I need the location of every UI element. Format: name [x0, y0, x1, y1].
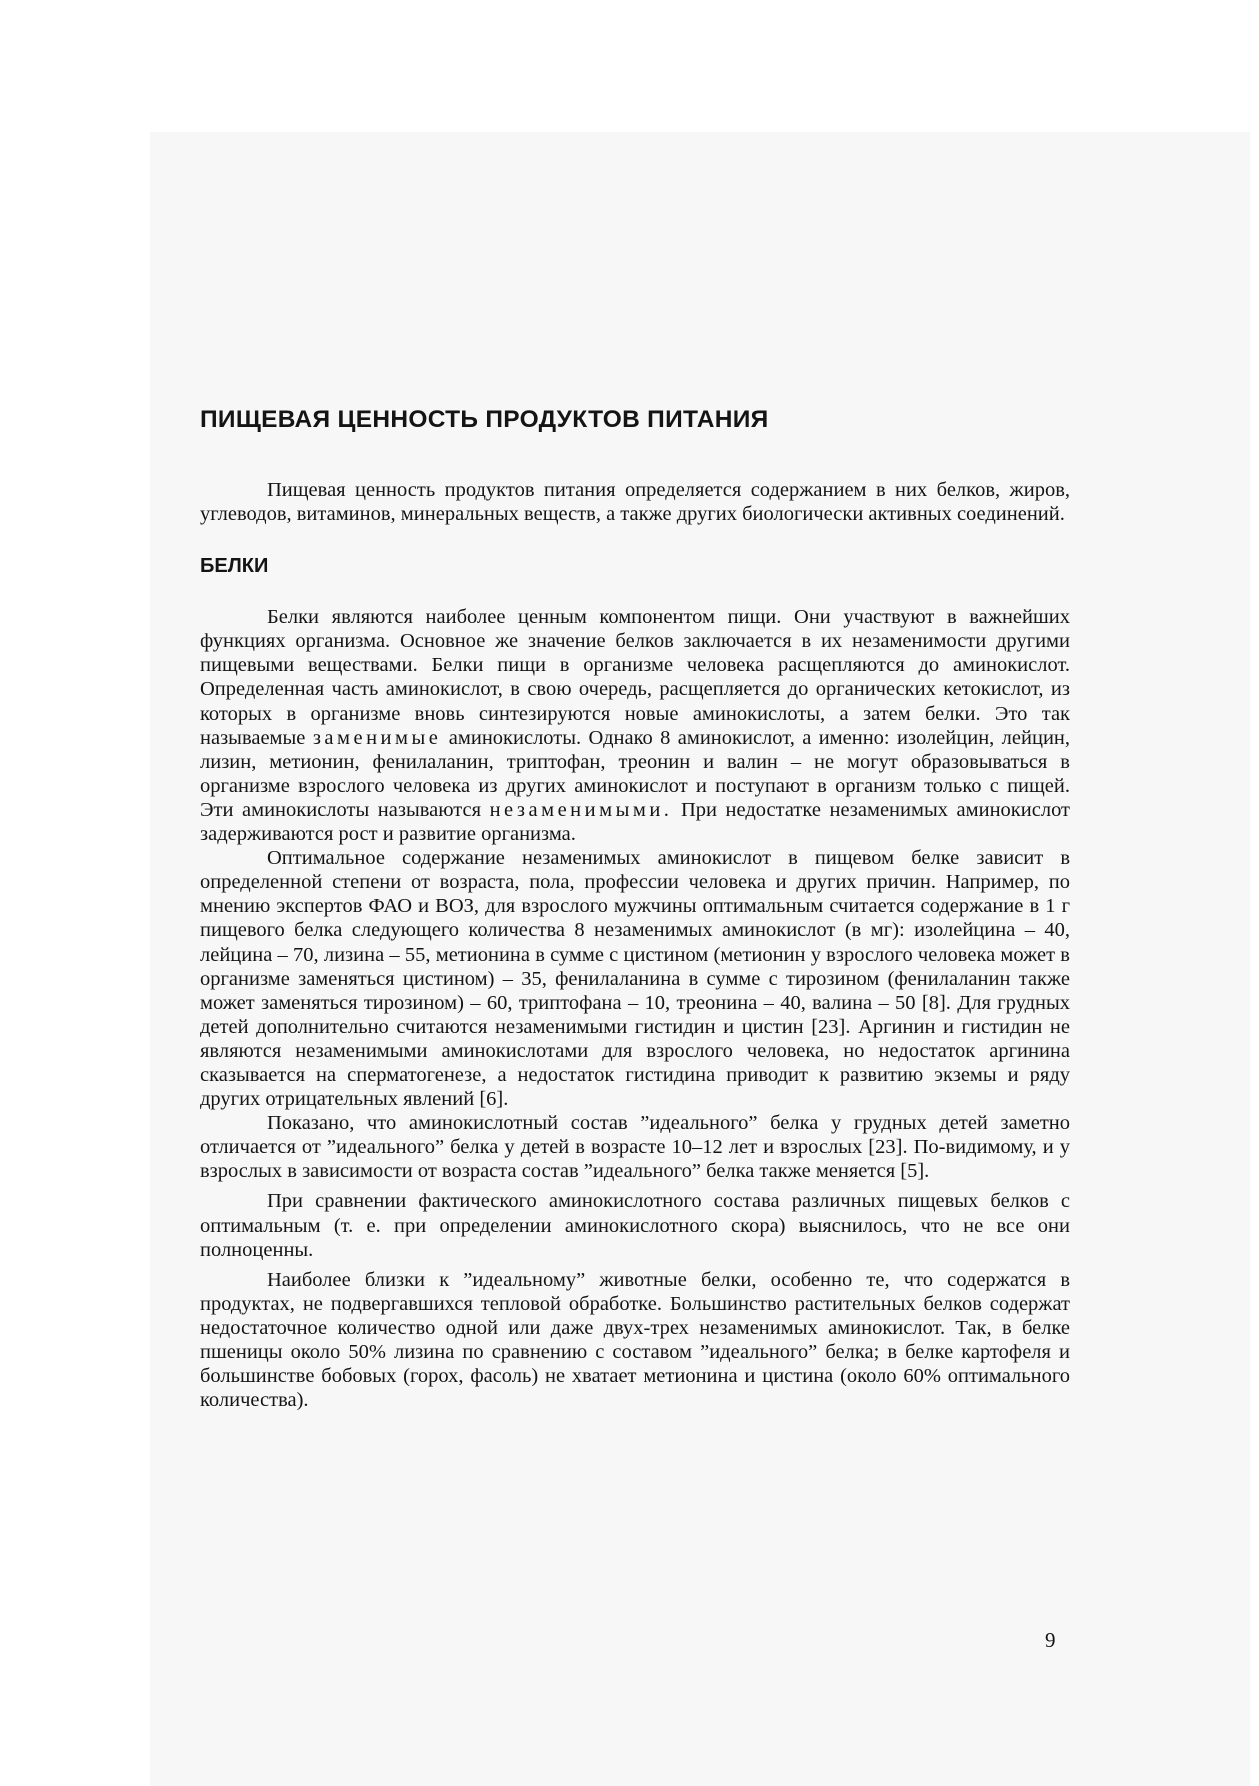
- page-content: [200, 405, 1070, 1412]
- paragraph-3: Показано, что аминокислотный состав ”идеального” белка у грудных детей заметно отличается от ”идеального” белка у детей в возрасте 10–12 лет и взрослых [23]. По-видимому, и у взрослых в зависимости от возраста состав ”идеального” белка также меняется [5].: [200, 1112, 1070, 1183]
- intro-paragraph: Пищевая ценность продуктов питания определяется содержанием в них белков, жиров, углеводов, витаминов, минеральных веществ, а также других биологически активных соединений.: [200, 479, 1070, 526]
- paragraph-4: При сравнении фактического аминокислотного состава различных пищевых белков с оптимальным (т. е. при определении аминокислотного скора) выяснилось, что не все они полноценны.: [200, 1190, 1070, 1261]
- paragraph-1-part-a: Белки являются наиболее ценным компонентом пищи. Они участвуют в важнейших функциях организма. Основное же значение белков заключается в их незаменимости другими пищевыми веществами. Белки пищи в организме человека расщепляются до аминокислот. Определенная часть аминокислот, в свою очередь, расщепляется до органических кетокислот, из которых в организме вновь синтезируются новые аминокислоты, а затем белки. Это так называемые: [200, 606, 1070, 749]
- paragraph-1-part-e: При недостатке незаменимых аминокислот задерживаются рост и развитие организма.: [200, 798, 1071, 846]
- paragraph-5: Наиболее близки к ”идеальному” животные белки, особенно те, что содержатся в продуктах, не подвергавшихся тепловой обработке. Большинство растительных белков содержат недостаточное количество одной или даже двух-трех незаменимых аминокислот. Так, в белке пшеницы около 50% лизина по сравнению с составом ”идеального” белка; в белке картофеля и большинстве бобовых (горох, фасоль) не хватает метионина и цистина (около 60% оптимального количества).: [200, 1268, 1070, 1412]
- emphasis-replaceable: заменимые: [312, 726, 442, 749]
- section-title: ПИЩЕВАЯ ЦЕННОСТЬ ПРОДУКТОВ ПИТАНИЯ: [200, 406, 769, 433]
- subsection-title: БЕЛКИ: [200, 555, 269, 578]
- page-number: 9: [1045, 1628, 1056, 1652]
- emphasis-essential: незаменимыми.: [489, 798, 673, 821]
- paragraph-1-part-c: аминокислоты. Однако 8 аминокислот, а именно: изолейцин, лейцин, лизин, метионин, фенилаланин, триптофан, треонин и валин – не могут образовываться в организме взрослого человека из других аминокислот и поступают в организм только с пищей. Эти аминокислоты называются: [200, 726, 1071, 821]
- paragraph-1: [200, 605, 1070, 846]
- paragraph-2: Оптимальное содержание незаменимых аминокислот в пищевом белке зависит в определенной степени от возраста, пола, профессии человека и других причин. Например, по мнению экспертов ФАО и ВОЗ, для взрослого мужчины оптимальным считается содержание в 1 г пищевого белка следующего количества 8 незаменимых аминокислот (в мг): изолейцина – 40, лейцина – 70, лизина – 55, метионина в сумме с цистином (метионин у взрослого человека может в организме заменяться цистином) – 35, фенилаланина в сумме с тирозином (фенилаланин также может заменяться тирозином) – 60, триптофана – 10, треонина – 40, валина – 50 [8]. Для грудных детей дополнительно считаются незаменимыми гистидин и цистин [23]. Аргинин и гистидин не являются незаменимыми аминокислотами для взрослого человека, но недостаток аргинина сказывается на сперматогенезе, а недостаток гистидина приводит к развитию экземы и ряду других отрицательных явлений [6].: [200, 847, 1070, 1111]
